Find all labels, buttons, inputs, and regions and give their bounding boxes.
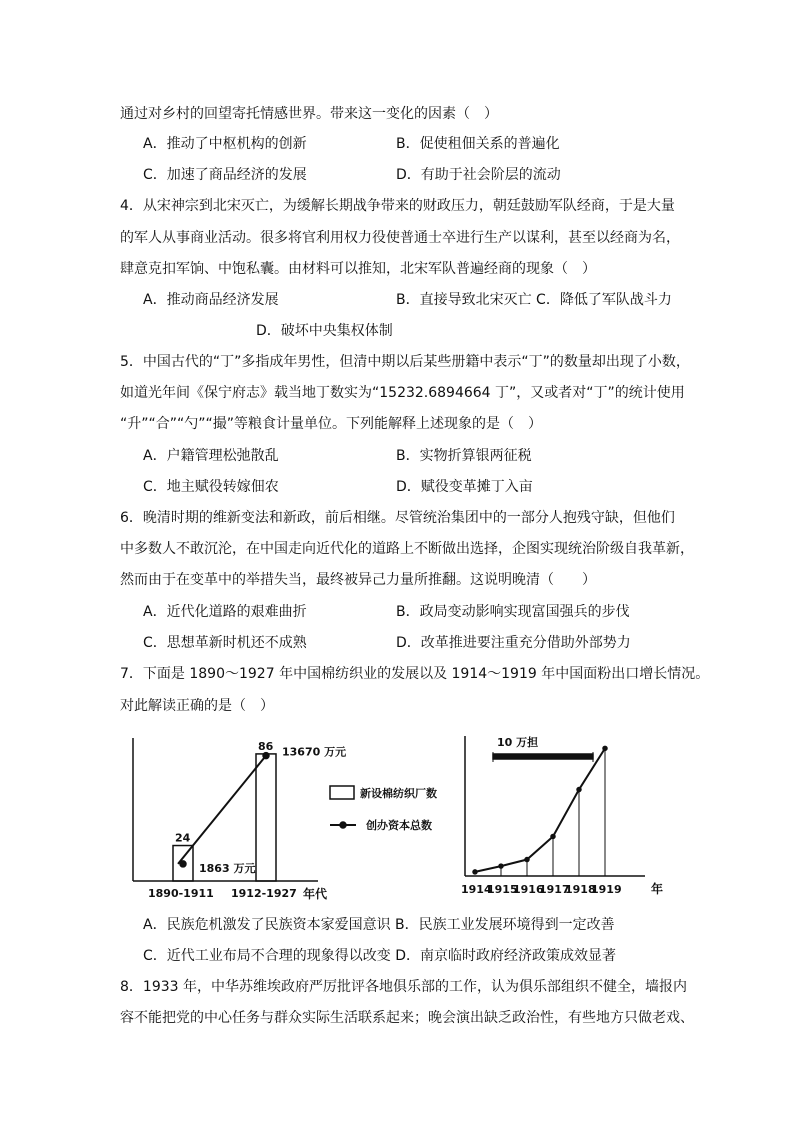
q4-option-b-c[interactable]: B．直接导致北宋灭亡 C．降低了军队战斗力	[396, 292, 672, 308]
q7-stem-line-2: 对此解读正确的是（ ）	[120, 698, 274, 714]
q5-stem-line-1: 5．中国古代的“丁”多指成年男性，但清中期以后某些册籍中表示“丁”的数量却出现了小数，	[120, 354, 690, 370]
scale-bar	[493, 754, 593, 759]
q6-stem-line-1: 6．晚清时期的维新变法和新政，前后相继。尽管统治集团中的一部分人抱残守缺，但他们	[120, 510, 675, 526]
q6-stem-line-3: 然而由于在变革中的举措失当，最终被异己力量所推翻。这说明晚清（ ）	[120, 572, 596, 588]
legend-bar-label: 新设棉纺织厂数	[360, 787, 437, 800]
capital-line	[178, 756, 266, 864]
q8-stem-line-1: 8．1933 年，中华苏维埃政府严厉批评各地俱乐部的工作，认为俱乐部组织不健全，墙报内	[120, 979, 687, 995]
x-tick-label: 1912-1927	[231, 887, 297, 900]
q4-stem-line-1: 4．从宋神宗到北宋灭亡，为缓解长期战争带来的财政压力，朝廷鼓励军队经商，于是大量	[120, 198, 675, 214]
q7-option-a-b[interactable]: A．民族危机激发了民族资本家爱国意识 B．民族工业发展环境得到一定改善	[143, 917, 615, 933]
cotton-textile-chart	[128, 728, 458, 908]
x-tick-label: 1917	[539, 883, 570, 896]
q6-stem-line-2: 中多数人不敢沉沦，在中国走向近代化的道路上不断做出选择，企图实现统治阶级自我革新，	[120, 541, 694, 557]
q3-option-b[interactable]: B．促使租佃关系的普遍化	[396, 136, 560, 152]
q4-stem-line-2: 的军人从事商业活动。很多将官利用权力役使普通士卒进行生产以谋利，甚至以经商为名，	[120, 230, 680, 246]
flour-export-point	[577, 788, 581, 792]
q6-option-d[interactable]: D．改革推进要注重充分借助外部势力	[396, 635, 631, 651]
q6-option-b[interactable]: B．政局变动影响实现富国强兵的步伐	[396, 604, 630, 620]
q4-option-d[interactable]: D．破坏中央集权体制	[256, 323, 393, 339]
q5-stem-line-2: 如道光年间《保宁府志》载当地丁数实为“15232.6894664 丁”，又或者对“丁”的统计使用	[120, 385, 685, 401]
capital-point	[180, 861, 186, 867]
capital-label: 1863 万元	[199, 861, 256, 875]
q6-option-c[interactable]: C．思想革新时机还不成熟	[143, 635, 307, 651]
q5-option-b[interactable]: B．实物折算银两征税	[396, 448, 532, 464]
capital-label: 13670 万元	[282, 745, 347, 759]
q5-option-c[interactable]: C．地主赋役转嫁佃农	[143, 479, 279, 495]
scale-label: 10 万担	[497, 736, 539, 749]
flour-export-line	[475, 748, 605, 872]
factory-bar	[256, 754, 276, 881]
flour-export-point	[473, 870, 477, 874]
x-tick-label: 1914	[461, 883, 492, 896]
legend-line-label: 创办资本总数	[366, 819, 432, 832]
x-tick-label: 1918	[565, 883, 596, 896]
x-tick-label: 1890-1911	[148, 887, 214, 900]
legend-bar-swatch	[330, 786, 354, 799]
x-tick-label: 1919	[591, 883, 622, 896]
q3-stem-tail: 通过对乡村的回望寄托情感世界。带来这一变化的因素（ ）	[120, 106, 498, 122]
q5-stem-line-3: “升”“合”“勺”“撮”等粮食计量单位。下列能解释上述现象的是（ ）	[120, 416, 543, 432]
q6-option-a[interactable]: A．近代化道路的艰难曲折	[143, 604, 307, 620]
q3-option-c[interactable]: C．加速了商品经济的发展	[143, 167, 307, 183]
q3-option-a[interactable]: A．推动了中枢机构的创新	[143, 136, 307, 152]
flour-export-point	[499, 864, 503, 868]
q4-option-a[interactable]: A．推动商品经济发展	[143, 292, 279, 308]
capital-point	[263, 753, 269, 759]
q4-stem-line-3: 肆意克扣军饷、中饱私囊。由材料可以推知，北宋军队普遍经商的现象（ ）	[120, 261, 596, 277]
q7-option-c-d[interactable]: C．近代工业布局不合理的现象得以改变 D．南京临时政府经济政策成效显著	[143, 948, 617, 964]
factory-bar-label: 86	[258, 739, 274, 753]
q5-option-d[interactable]: D．赋役变革摊丁入亩	[396, 479, 533, 495]
flour-export-point	[603, 746, 607, 750]
x-tick-label: 1915	[487, 883, 518, 896]
x-axis-label: 年	[651, 882, 664, 896]
x-axis-label: 年代	[303, 887, 328, 901]
q3-option-d[interactable]: D．有助于社会阶层的流动	[396, 167, 561, 183]
q7-stem-line-1: 7．下面是 1890～1927 年中国棉纺织业的发展以及 1914～1919 年中国面粉出口增长情况。	[120, 666, 710, 682]
flour-export-point	[551, 834, 555, 838]
flour-export-point	[525, 858, 529, 862]
x-tick-label: 1916	[513, 883, 544, 896]
q8-stem-line-2: 容不能把党的中心任务与群众实际生活联系起来；晚会演出缺乏政治性，有些地方只做老戏、	[120, 1010, 694, 1026]
legend-line-dot	[340, 822, 346, 828]
factory-bar-label: 24	[175, 831, 191, 845]
q5-option-a[interactable]: A．户籍管理松弛散乱	[143, 448, 279, 464]
flour-export-chart	[455, 728, 675, 908]
